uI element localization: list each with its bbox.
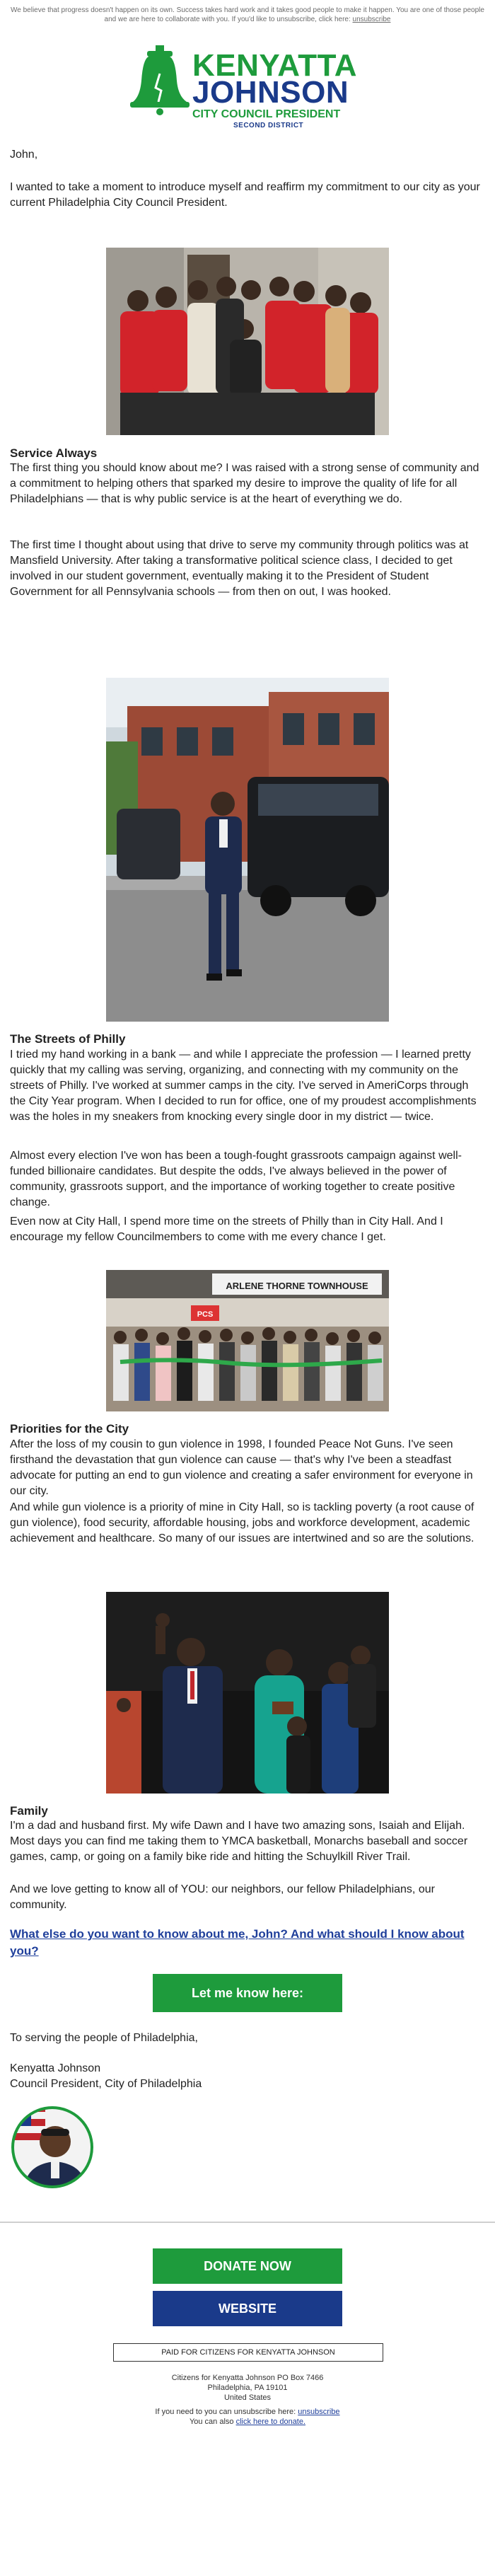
photo-swearing-in [106,1592,389,1794]
priorities-paragraph-2: And while gun violence is a priority of mine in City Hall, so is tackling poverty (a root cause of gun violence), food security, affordable housing, jobs and workforce development, academic achievement and healthcare. So many of our issues are intertwined and so are the solutions. [10,1501,474,1544]
signoff-name: Kenyatta Johnson [10,2062,101,2074]
heading-service-always: Service Always [10,446,98,460]
website-button[interactable]: WEBSITE [153,2291,342,2326]
intro-paragraph: I wanted to take a moment to introduce myself and reaffirm my commitment to our city as your current Philadelphia City Council President. [10,181,480,209]
signoff-title: Council President, City of Philadelphia [10,2078,202,2090]
footer-unsubscribe [7,2407,488,2417]
footer-address [7,2373,488,2403]
priorities-paragraph-1: After the loss of my cousin to gun violence in 1998, I founded Peace Not Guns. I've seen firsthand the devastation that gun violence can cause — that's why I've been a steadfast advocate for putting an end to gun violence and creating a safer environment for everyone in our city. [10,1438,473,1497]
streets-paragraph-1: I tried my hand working in a bank — and while I appreciate the profession — I learned pretty quickly that my calling was serving, organizing, and connecting with my community on the streets of Philly. I've worked at summer camps in the city. I've served in AmeriCorps through the City Year program. When I decided to run for office, one of my proudest accomplishments was the holes in my sneakers from knocking every single door in my district — twice. [10,1049,477,1123]
footer-address-line-2: Philadelphia, PA 19101 [207,2384,288,2392]
footer-address-line-1: Citizens for Kenyatta Johnson PO Box 7466 [171,2374,324,2382]
ribbon-photo-banner-text: ARLENE THORNE TOWNHOUSE [226,1281,368,1291]
campaign-logo [127,45,368,129]
service-paragraph-2: The first time I thought about using that drive to serve my community through politics was at Mansfield University. After taking a transformative political science class, I decided to get involved in our student government, eventually making it to the President of Student Government for all Pennsylvania schools — from then on out, I was hooked. [10,539,469,598]
donate-now-button[interactable]: DONATE NOW [153,2248,342,2284]
footer-divider [0,2222,495,2223]
footer-donate-text: You can also [189,2418,234,2426]
portrait-avatar [10,2105,95,2190]
footer-unsubscribe-text: If you need to you can unsubscribe here: [155,2408,296,2416]
footer-address-line-3: United States [223,2393,272,2402]
footer-donate-link[interactable]: click here to donate. [235,2418,306,2426]
footer-donate [7,2417,488,2427]
logo-title: CITY COUNCIL PRESIDENT [192,108,341,120]
photo-city-year-group [106,248,389,435]
ribbon-photo-sign-text: PCS [197,1310,214,1319]
service-paragraph-1: The first thing you should know about me? I was raised with a strong sense of community and a commitment to helping others that sparked my desire to improve the quality of life for all Philadelphians — that is why public service is at the heart of everything we do. [10,462,479,505]
heading-family: Family [10,1804,48,1818]
signoff-closing: To serving the people of Philadelphia, [10,2032,198,2044]
family-paragraph-1: I'm a dad and husband first. My wife Dawn and I have two amazing sons, Isaiah and Elijah. Most days you can find me taking them to YMCA basketball, Monarchs baseball and soccer games, camp, or going on a family bike ride and hitting the Schuylkill River Trail. [10,1820,468,1863]
streets-paragraph-2: Almost every election I've won has been a tough-fought grassroots campaign against well-funded billionaire candidates. But despite the odds, I've always believed in the power of community, grassroots support, and the importance of working together to create positive change. [10,1150,462,1208]
photo-walking-street [106,678,389,1022]
footer-unsubscribe-link[interactable]: unsubscribe [298,2408,340,2416]
preheader-text: We believe that progress doesn't happen on its own. Success takes hard work and it takes good people to make it happen. You are one of those people and we are here to collaborate with you. If you'd like to unsubscribe, click here: [11,6,484,23]
cta-question-link[interactable]: What else do you want to know about me, John? And what should I know about you? [10,1927,465,1958]
family-paragraph-2: And we love getting to know all of YOU: our neighbors, our fellow Philadelphians, our community. [10,1883,435,1911]
paid-for-disclaimer: PAID FOR CITIZENS FOR KENYATTA JOHNSON [113,2343,383,2362]
greeting: John, [10,149,38,161]
logo-district: SECOND DISTRICT [233,122,304,129]
let-me-know-button[interactable]: Let me know here: [153,1974,342,2012]
liberty-bell-icon [127,45,191,116]
heading-priorities: Priorities for the City [10,1422,129,1436]
preheader [7,6,488,24]
logo-first-name: KENYATTA [192,48,357,83]
logo-last-name: JOHNSON [192,75,349,110]
preheader-unsubscribe-link[interactable]: unsubscribe [352,16,391,23]
photo-ribbon-cutting [106,1270,389,1411]
streets-paragraph-3: Even now at City Hall, I spend more time on the streets of Philly than in City Hall. And I encourage my fellow Councilmembers to come with me every chance I get. [10,1215,443,1243]
heading-streets-of-philly: The Streets of Philly [10,1032,126,1046]
